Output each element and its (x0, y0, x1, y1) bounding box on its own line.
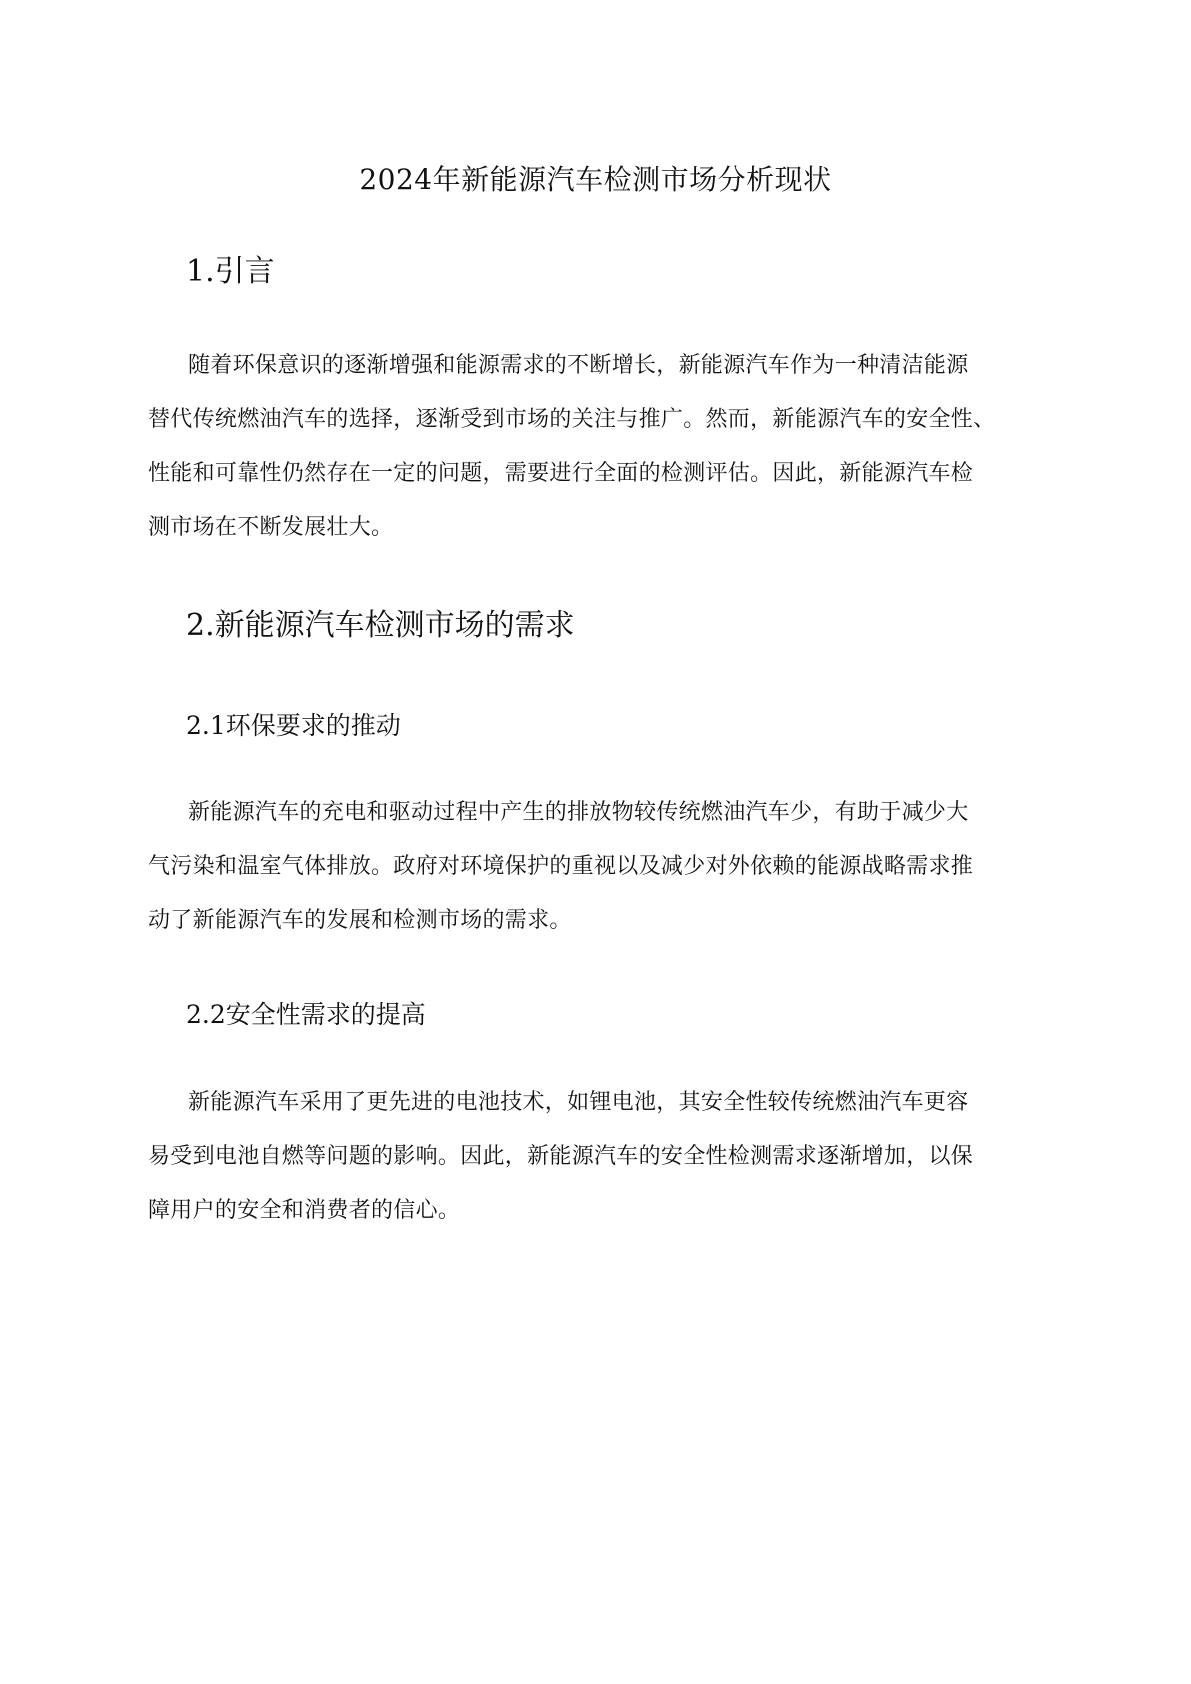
paragraph-line: 气污染和温室气体排放。政府对环境保护的重视以及减少对外依赖的能源战略需求推 (148, 854, 974, 879)
section-heading-market-demand: 2.新能源汽车检测市场的需求 (186, 608, 575, 643)
paragraph-line: 新能源汽车采用了更先进的电池技术，如锂电池，其安全性较传统燃油汽车更容 (188, 1090, 969, 1115)
subsection-heading-safety: 2.2安全性需求的提高 (186, 1000, 426, 1029)
paragraph-line: 测市场在不断发展壮大。 (148, 515, 394, 540)
environmental-paragraph (148, 786, 1048, 948)
paragraph-line: 新能源汽车的充电和驱动过程中产生的排放物较传统燃油汽车少，有助于减少大 (188, 800, 969, 825)
paragraph-line: 随着环保意识的逐渐增强和能源需求的不断增长，新能源汽车作为一种清洁能源 (188, 353, 969, 378)
document-title: 2024年新能源汽车检测市场分析现状 (359, 163, 832, 196)
safety-paragraph (148, 1076, 1048, 1238)
paragraph-line: 替代传统燃油汽车的选择，逐渐受到市场的关注与推广。然而，新能源汽车的安全性、 (148, 407, 996, 432)
paragraph-line: 动了新能源汽车的发展和检测市场的需求。 (148, 908, 572, 933)
subsection-heading-environmental: 2.1环保要求的推动 (186, 711, 401, 740)
section-heading-introduction: 1.引言 (186, 254, 275, 289)
introduction-paragraph (148, 339, 1048, 555)
paragraph-line: 易受到电池自燃等问题的影响。因此，新能源汽车的安全性检测需求逐渐增加，以保 (148, 1144, 974, 1169)
paragraph-line: 性能和可靠性仍然存在一定的问题，需要进行全面的检测评估。因此，新能源汽车检 (148, 461, 974, 486)
paragraph-line: 障用户的安全和消费者的信心。 (148, 1198, 461, 1223)
